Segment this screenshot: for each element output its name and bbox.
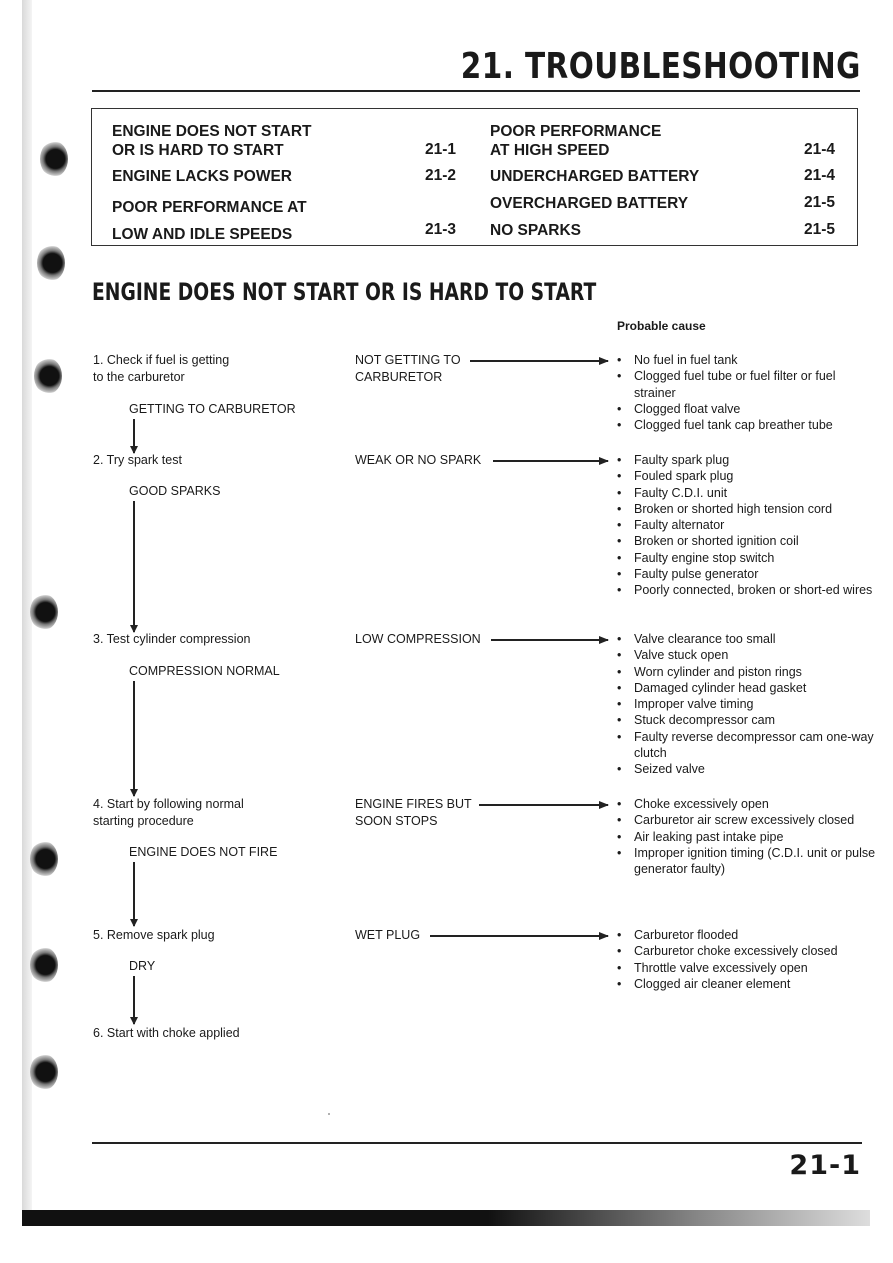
toc-item-page: 21-3 <box>425 221 457 238</box>
cause-item: • Faulty pulse generator <box>617 566 879 582</box>
cause-item: • Improper valve timing <box>617 696 879 712</box>
cause-item: • Improper ignition timing (C.D.I. unit or pulse generator faulty) <box>617 845 879 878</box>
flow-down-arrow <box>133 501 135 632</box>
toc-item-page: 21-5 <box>804 221 836 238</box>
step-2-ok-result: GOOD SPARKS <box>129 484 221 498</box>
toc-item-page: 21-5 <box>804 194 836 211</box>
step-1-ok-result: GETTING TO CARBURETOR <box>129 402 296 416</box>
step-4-cause-list <box>617 796 879 877</box>
cause-item: • Faulty reverse decompressor cam one-way clutch <box>617 729 879 762</box>
step-3-ok-result: COMPRESSION NORMAL <box>129 664 280 678</box>
cause-item: • Carburetor air screw excessively closed <box>617 812 879 828</box>
cause-item: • Worn cylinder and piston rings <box>617 664 879 680</box>
cause-item: • Throttle valve excessively open <box>617 960 879 976</box>
footer-rule <box>92 1142 862 1144</box>
cause-item: • Poorly connected, broken or short-ed wires <box>617 582 879 598</box>
table-of-contents <box>91 108 858 246</box>
cause-item: • Stuck decompressor cam <box>617 712 879 728</box>
toc-item-label[interactable]: POOR PERFORMANCE AT HIGH SPEED <box>490 123 662 159</box>
toc-item-label[interactable]: POOR PERFORMANCE AT LOW AND IDLE SPEEDS <box>112 199 307 243</box>
scan-speck <box>328 1113 330 1115</box>
binder-hole <box>37 245 65 281</box>
step-6-instruction: 6. Start with choke applied <box>93 1026 240 1040</box>
cause-item: • Seized valve <box>617 761 879 777</box>
flow-down-arrow <box>133 681 135 796</box>
step-1-instruction: 1. Check if fuel is getting to the carburetor <box>93 353 230 384</box>
step-3-instruction: 3. Test cylinder compression <box>93 632 251 646</box>
step-1-fail-arrow <box>470 360 608 362</box>
step-2-cause-list <box>617 452 879 599</box>
step-2-instruction: 2. Try spark test <box>93 453 182 467</box>
section-heading: ENGINE DOES NOT START OR IS HARD TO START <box>92 278 597 306</box>
cause-item: • Faulty alternator <box>617 517 879 533</box>
toc-item-page: 21-4 <box>804 141 836 158</box>
cause-item: • Valve clearance too small <box>617 631 879 647</box>
step-5-fail-arrow <box>430 935 608 937</box>
toc-item-label[interactable]: NO SPARKS <box>490 222 582 239</box>
toc-item-page: 21-2 <box>425 167 457 184</box>
toc-item-label[interactable]: ENGINE DOES NOT START OR IS HARD TO START <box>112 123 312 159</box>
step-5-ok-result: DRY <box>129 959 156 973</box>
probable-cause-header: Probable cause <box>617 319 706 333</box>
cause-item: • Valve stuck open <box>617 647 879 663</box>
cause-item: • No fuel in fuel tank <box>617 352 879 368</box>
step-2-fail-arrow <box>493 460 608 462</box>
cause-item: • Clogged fuel tank cap breather tube <box>617 417 879 433</box>
cause-item: • Fouled spark plug <box>617 468 879 484</box>
step-4-ok-result: ENGINE DOES NOT FIRE <box>129 845 278 859</box>
cause-item: • Damaged cylinder head gasket <box>617 680 879 696</box>
cause-item: • Carburetor choke excessively closed <box>617 943 879 959</box>
step-3-fail-result: LOW COMPRESSION <box>355 632 481 646</box>
cause-item: • Broken or shorted high tension cord <box>617 501 879 517</box>
step-1-fail-result: NOT GETTING TO CARBURETOR <box>355 353 461 384</box>
cause-item: • Clogged air cleaner element <box>617 976 879 992</box>
cause-item: • Choke excessively open <box>617 796 879 812</box>
step-4-instruction: 4. Start by following normal starting procedure <box>93 797 244 828</box>
cause-item: • Carburetor flooded <box>617 927 879 943</box>
binder-hole <box>30 841 58 877</box>
cause-item: • Faulty C.D.I. unit <box>617 485 879 501</box>
step-2-fail-result: WEAK OR NO SPARK <box>355 453 482 467</box>
toc-item-page: 21-1 <box>425 141 457 158</box>
step-1-cause-list <box>617 352 879 433</box>
chapter-title: 21. TROUBLESHOOTING <box>461 46 861 87</box>
flow-down-arrow <box>133 976 135 1024</box>
toc-item-label[interactable]: UNDERCHARGED BATTERY <box>490 168 700 185</box>
flow-down-arrow <box>133 862 135 926</box>
binder-hole <box>30 947 58 983</box>
cause-item: • Faulty engine stop switch <box>617 550 879 566</box>
binder-hole <box>34 358 62 394</box>
cause-item: • Clogged float valve <box>617 401 879 417</box>
cause-item: • Clogged fuel tube or fuel filter or fuel strainer <box>617 368 879 401</box>
binder-hole <box>40 141 68 177</box>
page-bottom-edge <box>22 1210 870 1226</box>
flow-down-arrow <box>133 419 135 453</box>
step-4-fail-result: ENGINE FIRES BUT SOON STOPS <box>355 797 472 828</box>
step-3-cause-list <box>617 631 879 778</box>
cause-item: • Faulty spark plug <box>617 452 879 468</box>
step-4-fail-arrow <box>479 804 608 806</box>
cause-item: • Air leaking past intake pipe <box>617 829 879 845</box>
binder-hole <box>30 1054 58 1090</box>
step-5-cause-list <box>617 927 879 992</box>
cause-item: • Broken or shorted ignition coil <box>617 533 879 549</box>
toc-item-page: 21-4 <box>804 167 836 184</box>
step-5-fail-result: WET PLUG <box>355 928 421 942</box>
toc-item-label[interactable]: OVERCHARGED BATTERY <box>490 195 689 212</box>
title-rule <box>92 90 860 92</box>
toc-item-label[interactable]: ENGINE LACKS POWER <box>112 168 292 185</box>
page-number: 21-1 <box>789 1150 861 1181</box>
binder-hole <box>30 594 58 630</box>
step-5-instruction: 5. Remove spark plug <box>93 928 215 942</box>
step-3-fail-arrow <box>491 639 608 641</box>
